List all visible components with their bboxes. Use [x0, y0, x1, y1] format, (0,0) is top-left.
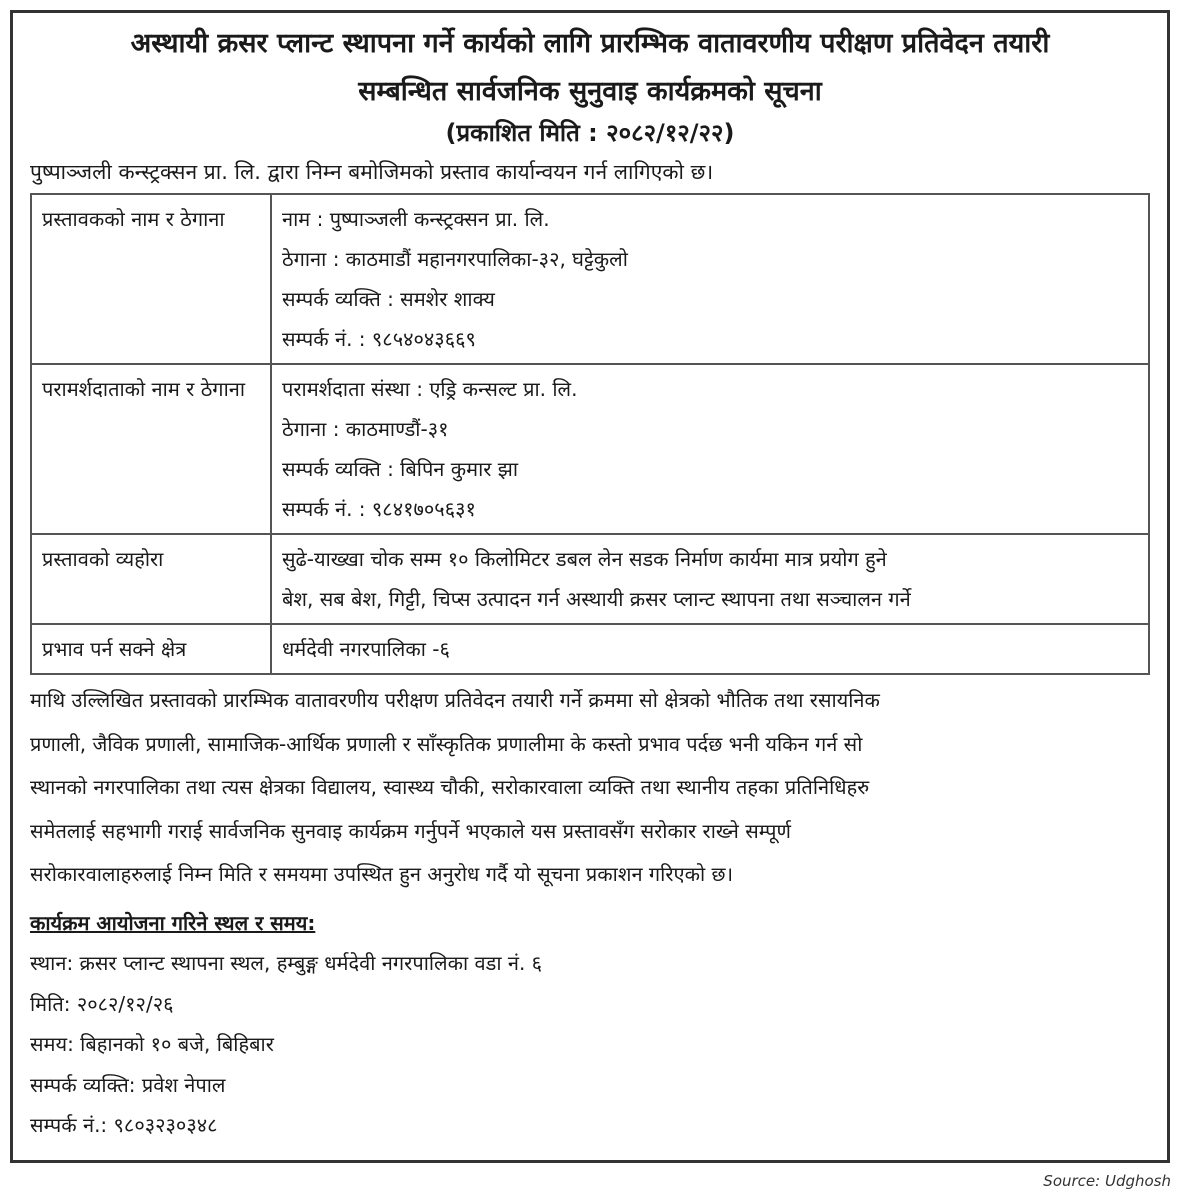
proponent-address: ठेगाना : काठमाडौं महानगरपालिका-३२, घट्टेकुलो — [282, 247, 628, 271]
notice-frame — [10, 10, 1170, 1163]
consultant-name: परामर्शदाता संस्था : एड्रि कन्सल्ट प्रा. लि. — [282, 377, 578, 401]
paragraph-line: प्रणाली, जैविक प्रणाली, सामाजिक-आर्थिक प्रणाली र साँस्कृतिक प्रणालीमा के कस्तो प्रभाव पर्दछ भनी यकिन गर्न सो — [30, 731, 863, 756]
event-contact-person: सम्पर्क व्यक्ति: प्रवेश नेपाल — [30, 1072, 226, 1097]
row-label: प्रस्तावको व्यहोरा — [31, 534, 271, 624]
event-date: मिति: २०८२/१२/२६ — [30, 991, 174, 1016]
event-heading: कार्यक्रम आयोजना गरिने स्थल र समय: — [30, 910, 316, 935]
row-value — [271, 534, 1149, 624]
event-contact-number: सम्पर्क नं.: ९८०३२३०३४८ — [30, 1113, 218, 1137]
affected-area: धर्मदेवी नगरपालिका -६ — [282, 637, 450, 661]
consultant-contact-person: सम्पर्क व्यक्ति : बिपिन कुमार झा — [282, 457, 519, 481]
intro-text: पुष्पाञ्जली कन्स्ट्रक्सन प्रा. लि. द्वारा निम्न बमोजिमको प्रस्ताव कार्यान्वयन गर्न लागिएको छ। — [30, 160, 714, 184]
consultant-address: ठेगाना : काठमाण्डौं-३१ — [282, 417, 449, 441]
proponent-contact-person: सम्पर्क व्यक्ति : समशेर शाक्य — [282, 287, 495, 311]
row-value — [271, 624, 1149, 674]
row-label: प्रस्तावकको नाम र ठेगाना — [31, 194, 271, 364]
consultant-contact-number: सम्पर्क नं. : ९८४१७०५६३१ — [282, 497, 476, 521]
paragraph-line: समेतलाई सहभागी गराई सार्वजनिक सुनवाइ कार्यक्रम गर्नुपर्ने भएकाले यस प्रस्तावसँग सरोकार राख्ने सम्पूर्ण — [30, 818, 791, 843]
row-value — [271, 194, 1149, 364]
proponent-contact-number: सम्पर्क नं. : ९८५४०४३६६९ — [282, 327, 476, 351]
row-label: परामर्शदाताको नाम र ठेगाना — [31, 364, 271, 534]
paragraph-line: माथि उल्लिखित प्रस्तावको प्रारम्भिक वातावरणीय परीक्षण प्रतिवेदन तयारी गर्ने क्रममा सो क्षेत्रको भौतिक तथा रसायनिक — [30, 688, 880, 712]
proposal-description-line: बेश, सब बेश, गिट्टी, चिप्स उत्पादन गर्न अस्थायी क्रसर प्लान्ट स्थापना तथा सञ्चालन गर्ने — [282, 587, 911, 611]
table-row — [31, 624, 1149, 674]
event-venue: स्थान: क्रसर प्लान्ट स्थापना स्थल, हम्बुङ्ग धर्मदेवी नगरपालिका वडा नं. ६ — [30, 951, 543, 975]
source-credit: Source: Udghosh — [1043, 1171, 1171, 1190]
row-value — [271, 364, 1149, 534]
paragraph-line: सरोकारवालाहरुलाई निम्न मिति र समयमा उपस्थित हुन अनुरोध गर्दै यो सूचना प्रकाशन गरिएको छ। — [30, 862, 734, 886]
row-label: प्रभाव पर्न सक्ने क्षेत्र — [31, 624, 271, 674]
notice-title-line2: सम्बन्धित सार्वजनिक सुनुवाइ कार्यक्रमको सूचना — [358, 76, 822, 107]
proponent-name: नाम : पुष्पाञ्जली कन्स्ट्रक्सन प्रा. लि. — [282, 207, 550, 231]
notice-title-line1: अस्थायी क्रसर प्लान्ट स्थापना गर्ने कार्यको लागि प्रारम्भिक वातावरणीय परीक्षण प्रतिवेदन तयारी — [130, 28, 1050, 59]
table-row — [31, 194, 1149, 364]
body-paragraph — [30, 679, 1150, 897]
event-details — [30, 903, 1150, 1146]
table-row — [31, 364, 1149, 534]
table-row — [31, 534, 1149, 624]
proposal-description-line: सुढे-याख्खा चोक सम्म १० किलोमिटर डबल लेन सडक निर्माण कार्यमा मात्र प्रयोग हुने — [282, 547, 887, 571]
event-time: समय: बिहानको १० बजे, बिहिबार — [30, 1032, 274, 1056]
published-date: (प्रकाशित मिति : २०८२/१२/२२) — [445, 119, 735, 147]
proposal-details-table — [30, 193, 1150, 675]
paragraph-line: स्थानको नगरपालिका तथा त्यस क्षेत्रका विद्यालय, स्वास्थ्य चौकी, सरोकारवाला व्यक्ति तथा स्थानीय तहका प्रतिनिधिहरु — [30, 775, 870, 799]
